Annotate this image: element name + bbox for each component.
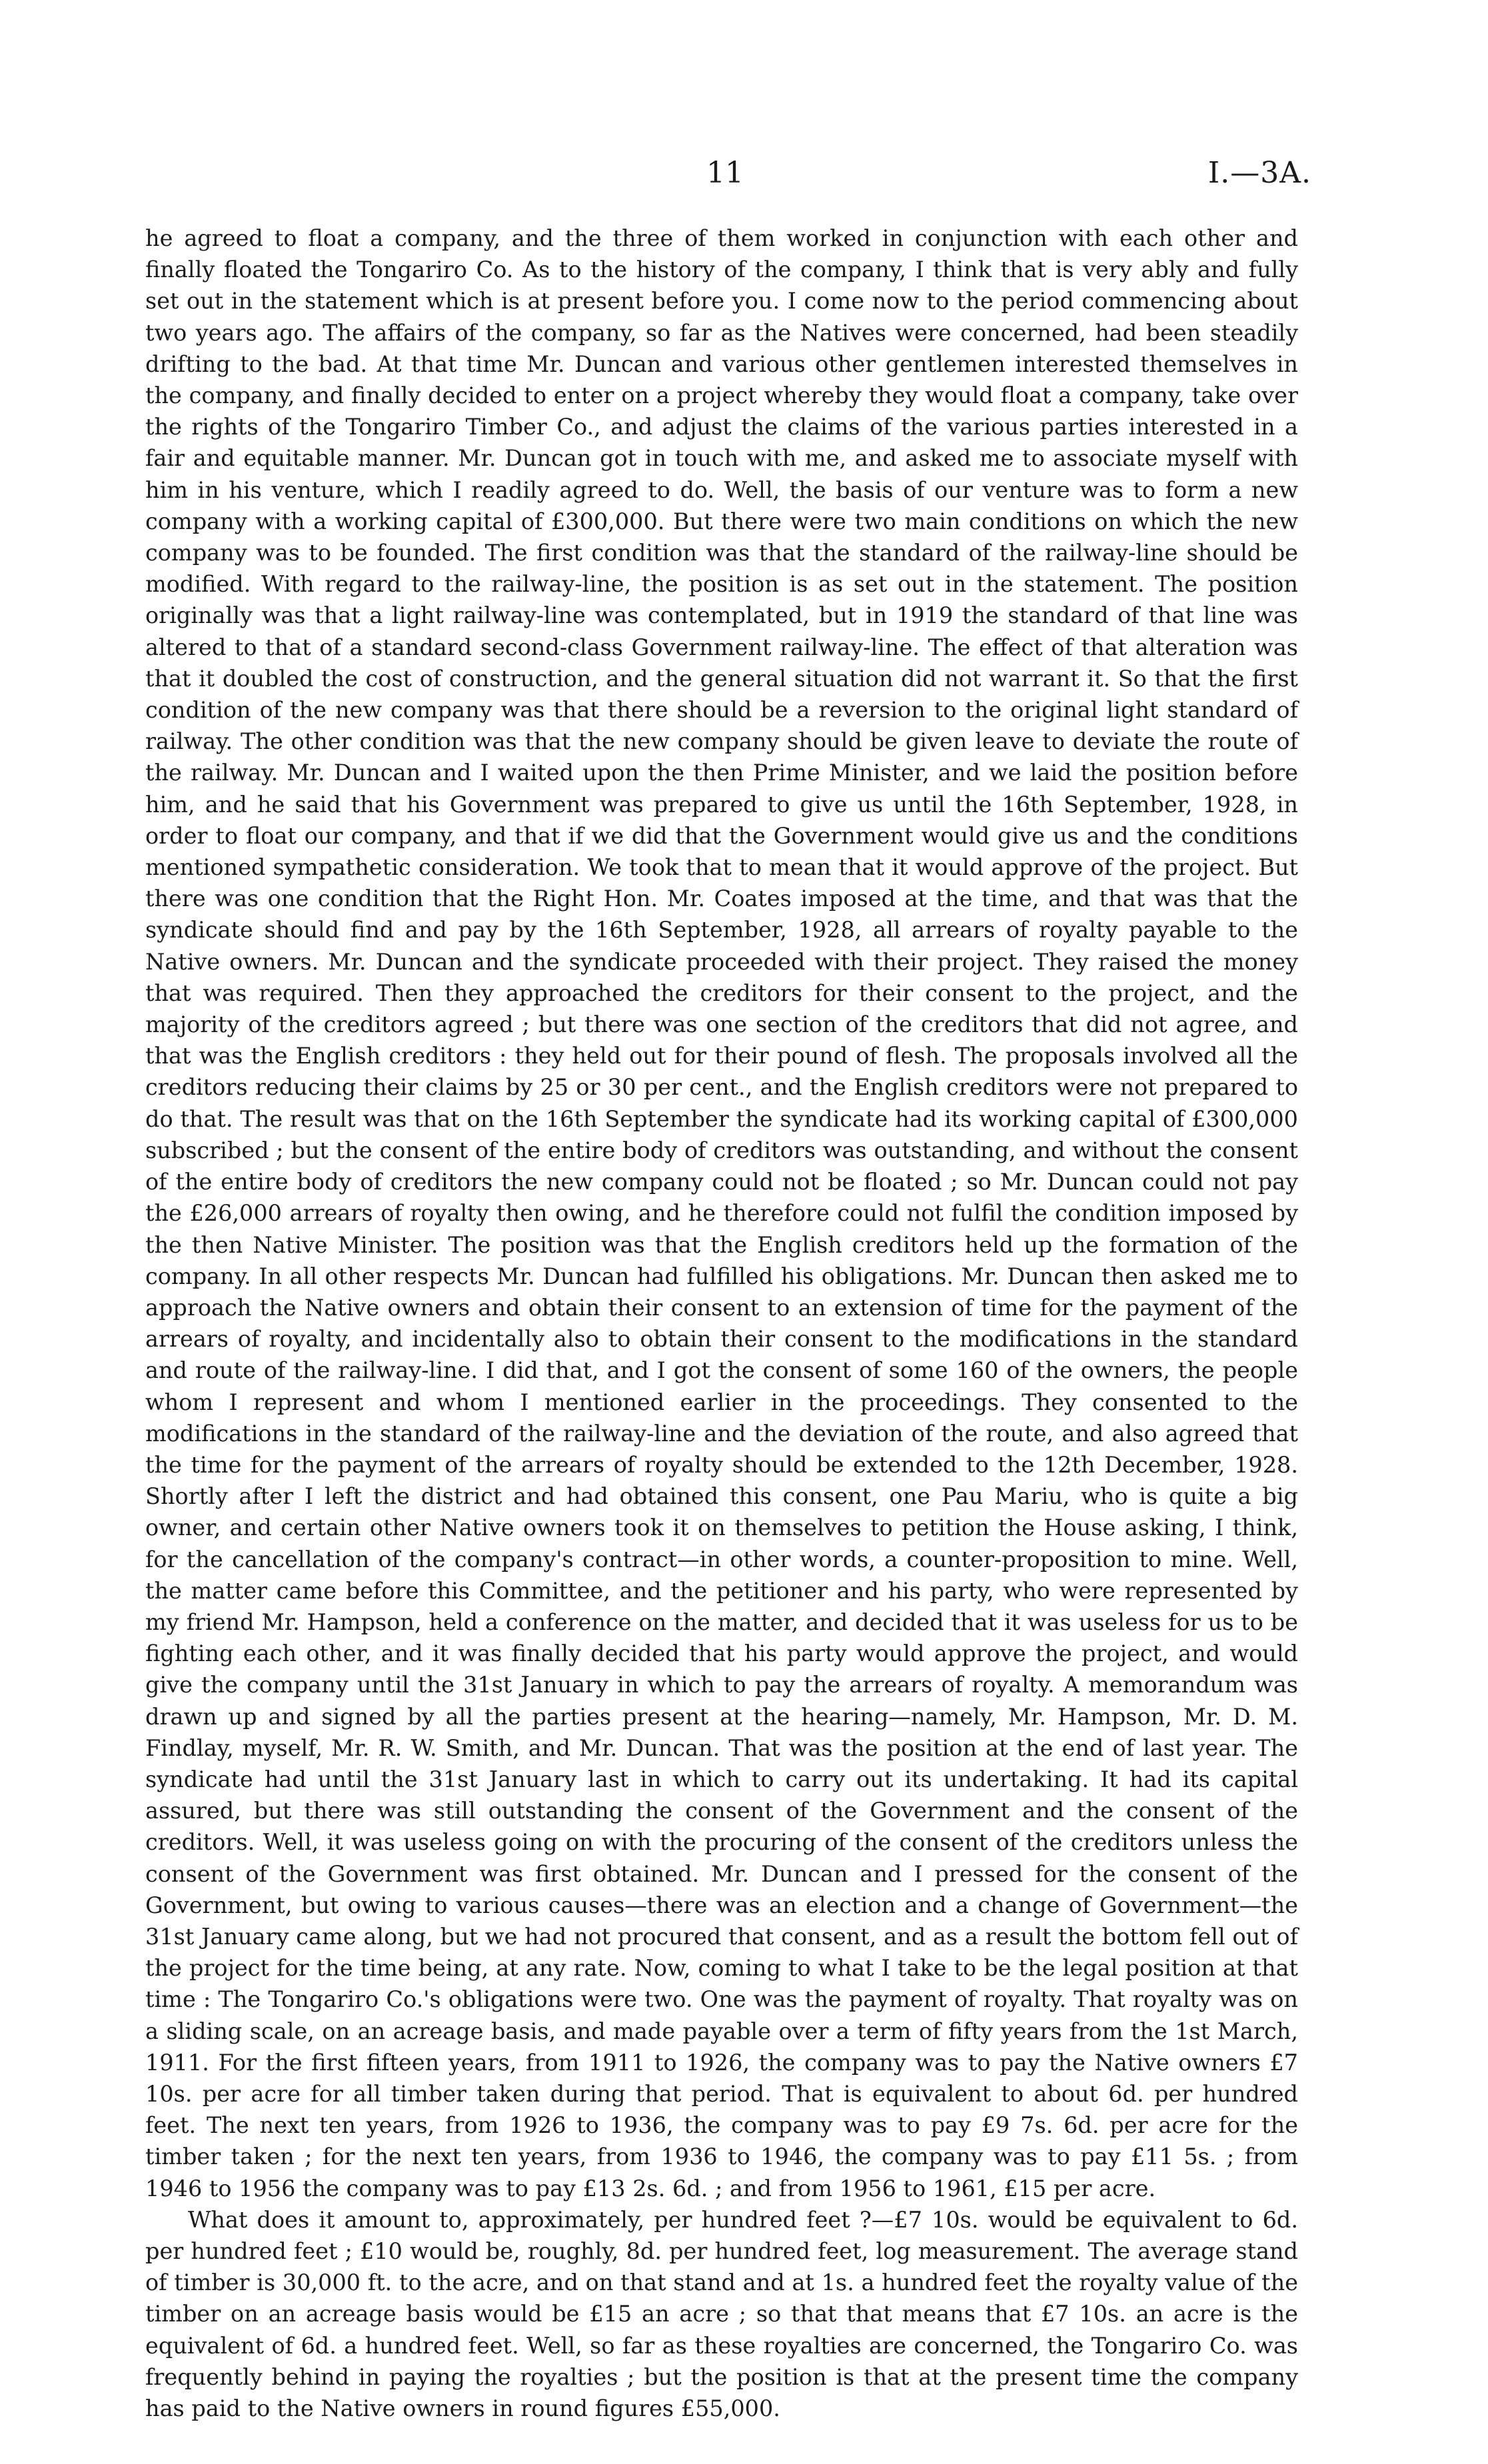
body-text bbox=[145, 223, 1298, 2424]
page-number: 11 bbox=[706, 156, 744, 190]
paragraph-2: What does it amount to, approximately, per hundred feet ?—£7 10s. would be equivalent to 6d. per hundred feet ; £10 would be, roughly, 8d. per hundred feet, log measurement. The average stand of timber is 30,000 ft. to the acre, and on that stand and at 1s. a hundred feet the royalty value of the timber on an acreage basis would be £15 an acre ; so that that means that £7 10s. an acre is the equivalent of 6d. a hundred feet. Well, so far as these royalties are concerned, the Tongariro Co. was frequently behind in paying the royalties ; but the position is that at the present time the company has paid to the Native owners in round figures £55,000. bbox=[145, 2206, 1298, 2422]
paragraph-1: he agreed to float a company, and the three of them worked in conjunction with each other and finally floated the Tongariro Co. As to the history of the company, I think that is very ably and fully set out in the statement which is at present before you. I come now to the period commencing about two years ago. The affairs of the company, so far as the Natives were concerned, had been steadily drifting to the bad. At that time Mr. Duncan and various other gentlemen interested themselves in the company, and finally decided to enter on a project whereby they would float a company, take over the rights of the Tongariro Timber Co., and adjust the claims of the various parties interested in a fair and equitable manner. Mr. Duncan got in touch with me, and asked me to associate myself with him in his venture, which I readily agreed to do. Well, the basis of our venture was to form a new company with a working capital of £300,000. But there were two main conditions on which the new company was to be founded. The first condition was that the standard of the railway-line should be modified. With regard to the railway-line, the position is as set out in the statement. The position originally was that a light railway-line was contemplated, but in 1919 the standard of that line was altered to that of a standard second-class Government railway-line. The effect of that alteration was that it doubled the cost of construction, and the general situation did not warrant it. So that the first condition of the new company was that there should be a reversion to the original light standard of railway. The other condition was that the new company should be given leave to deviate the route of the railway. Mr. Duncan and I waited upon the then Prime Minister, and we laid the position before him, and he said that his Government was prepared to give us until the 16th September, 1928, in order to float our company, and that if we did that the Government would give us and the conditions mentioned sympathetic consideration. We took that to mean that it would approve of the project. But there was one condition that the Right Hon. Mr. Coates imposed at the time, and that was that the syndicate should find and pay by the 16th September, 1928, all arrears of royalty payable to the Native owners. Mr. Duncan and the syndicate proceeded with their project. They raised the money that was required. Then they approached the creditors for their consent to the project, and the majority of the creditors agreed ; but there was one section of the creditors that did not agree, and that was the English creditors : they held out for their pound of flesh. The proposals involved all the creditors reducing their claims by 25 or 30 per cent., and the English creditors were not prepared to do that. The result was that on the 16th September the syndicate had its working capital of £300,000 subscribed ; but the consent of the entire body of creditors was outstanding, and without the consent of the entire body of creditors the new company could not be floated ; so Mr. Duncan could not pay the £26,000 arrears of royalty then owing, and he therefore could not fulfil the condition imposed by the then Native Minister. The position was that the English creditors held up the formation of the company. In all other respects Mr. Duncan had fulfilled his obligations. Mr. Duncan then asked me to approach the Native owners and obtain their consent to an extension of time for the payment of the arrears of royalty, and incidentally also to obtain their consent to the modifications in the standard and route of the railway-line. I did that, and I got the consent of some 160 of the owners, the people whom I represent and whom I mentioned earlier in the proceedings. They consented to the modifications in the standard of the railway-line and the deviation of the route, and also agreed that the time for the payment of the arrears of royalty should be extended to the 12th December, 1928. Shortly after I left the district and had obtained this consent, one Pau Mariu, who is quite a big owner, and certain other Native owners took it on themselves to petition the House asking, I think, for the cancellation of the company's contract—in other words, a counter-proposition to mine. Well, the matter came before this Committee, and the petitioner and his party, who were represented by my friend Mr. Hampson, held a conference on the matter, and decided that it was useless for us to be fighting each other, and it was finally decided that his party would approve the project, and would give the company until the 31st January in which to pay the arrears of royalty. A memorandum was drawn up and signed by all the parties present at the hearing—namely, Mr. Hampson, Mr. D. M. Findlay, myself, Mr. R. W. Smith, and Mr. Duncan. That was the position at the end of last year. The syndicate had until the 31st January last in which to carry out its undertaking. It had its capital assured, but there was still outstanding the consent of the Government and the consent of the creditors. Well, it was useless going on with the procuring of the consent of the creditors unless the consent of the Government was first obtained. Mr. Duncan and I pressed for the consent of the Government, but owing to various causes—there was an election and a change of Government—the 31st January came along, but we had not procured that consent, and as a result the bottom fell out of the project for the time being, at any rate. Now, coming to what I take to be the legal position at that time : The Tongariro Co.'s obligations were two. One was the payment of royalty. That royalty was on a sliding scale, on an acreage basis, and made payable over a term of fifty years from the 1st March, 1911. For the first fifteen years, from 1911 to 1926, the company was to pay the Native owners £7 10s. per acre for all timber taken during that period. That is equivalent to about 6d. per hundred feet. The next ten years, from 1926 to 1936, the company was to pay £9 7s. 6d. per acre for the timber taken ; for the next ten years, from 1936 to 1946, the company was to pay £11 5s. ; from 1946 to 1956 the company was to pay £13 2s. 6d. ; and from 1956 to 1961, £15 per acre. bbox=[145, 225, 1298, 2201]
document-reference: I.—3A. bbox=[1207, 156, 1311, 190]
